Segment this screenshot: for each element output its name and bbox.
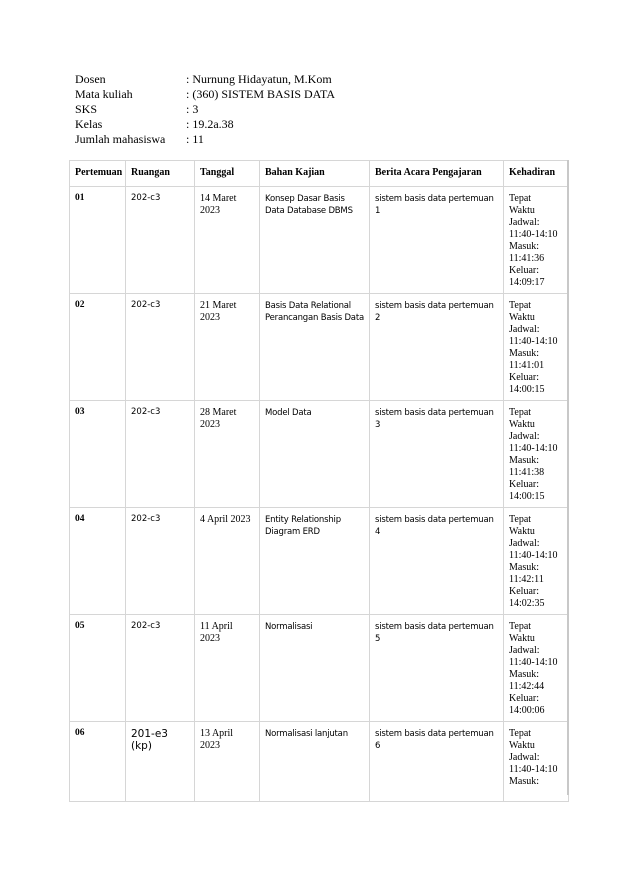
- info-value: : Nurnung Hidayatun, M.Kom: [186, 72, 332, 86]
- attendance-line: Masuk:: [509, 241, 539, 252]
- attendance-line: 14:00:06: [509, 705, 545, 716]
- teaching-report-cell: sistem basis data pertemuan 5: [370, 615, 504, 722]
- date-cell: 4 April 2023: [195, 508, 260, 615]
- attendance-line: Masuk:: [509, 455, 539, 466]
- header-room: Ruangan: [126, 161, 195, 187]
- attendance-line: Keluar:: [509, 586, 539, 597]
- attendance-line: Keluar:: [509, 372, 539, 383]
- attendance-line: Jadwal:: [509, 217, 540, 228]
- attendance-line: 11:40-14:10: [509, 443, 558, 454]
- room-cell: 202-c3: [126, 187, 195, 294]
- attendance-line: 14:09:17: [509, 277, 545, 288]
- table-row: [70, 508, 569, 615]
- header-teaching-report: Berita Acara Pengajaran: [370, 161, 504, 187]
- date-cell: 21 Maret 2023: [195, 294, 260, 401]
- teaching-report-cell: sistem basis data pertemuan 3: [370, 401, 504, 508]
- teaching-report-cell: sistem basis data pertemuan 4: [370, 508, 504, 615]
- date-cell: 11 April 2023: [195, 615, 260, 722]
- topic-cell: Entity Relationship Diagram ERD: [260, 508, 370, 615]
- table-row: [70, 401, 569, 508]
- attendance-line: 14:02:35: [509, 598, 545, 609]
- attendance-line: Tepat: [509, 193, 532, 204]
- attendance-line: Jadwal:: [509, 431, 540, 442]
- header-date: Tanggal: [195, 161, 260, 187]
- date-cell: 14 Maret 2023: [195, 187, 260, 294]
- info-value: : 3: [186, 102, 199, 116]
- info-label: SKS: [75, 102, 98, 116]
- date-cell: 13 April 2023: [195, 722, 260, 802]
- teaching-report-cell: sistem basis data pertemuan 6: [370, 722, 504, 802]
- teaching-report-cell: sistem basis data pertemuan 1: [370, 187, 504, 294]
- attendance-cell: [504, 294, 569, 401]
- info-label: Mata kuliah: [75, 87, 133, 101]
- room-cell: 201-e3 (kp): [126, 722, 195, 802]
- date-cell: 28 Maret 2023: [195, 401, 260, 508]
- attendance-line: Tepat: [509, 300, 532, 311]
- attendance-line: 11:40-14:10: [509, 336, 558, 347]
- attendance-line: 14:00:15: [509, 491, 545, 502]
- info-row-students: [75, 132, 335, 147]
- teaching-report-cell: sistem basis data pertemuan 2: [370, 294, 504, 401]
- attendance-line: Waktu: [509, 312, 535, 323]
- attendance-cell: [504, 401, 569, 508]
- attendance-line: Jadwal:: [509, 645, 540, 656]
- course-info: [75, 72, 335, 147]
- meeting-number: 02: [70, 294, 126, 401]
- attendance-line: Masuk:: [509, 776, 539, 787]
- info-label: Jumlah mahasiswa: [75, 132, 166, 146]
- topic-cell: Normalisasi lanjutan: [260, 722, 370, 802]
- attendance-line: 11:40-14:10: [509, 657, 558, 668]
- info-label: Dosen: [75, 72, 106, 86]
- info-row-lecturer: [75, 72, 335, 87]
- header-meeting: Pertemuan: [70, 161, 126, 187]
- meeting-number: 03: [70, 401, 126, 508]
- room-cell: 202-c3: [126, 615, 195, 722]
- attendance-line: Tepat: [509, 407, 532, 418]
- topic-cell: Normalisasi: [260, 615, 370, 722]
- table-row: [70, 187, 569, 294]
- topic-cell: Basis Data Relational Perancangan Basis Data: [260, 294, 370, 401]
- room-cell: 202-c3: [126, 294, 195, 401]
- attendance-line: Waktu: [509, 419, 535, 430]
- attendance-line: Waktu: [509, 740, 535, 751]
- meeting-number: 06: [70, 722, 126, 802]
- attendance-cell: [504, 615, 569, 722]
- table-row: [70, 294, 569, 401]
- attendance-line: 11:42:11: [509, 574, 544, 585]
- table-header-row: [70, 161, 569, 187]
- meeting-number: 04: [70, 508, 126, 615]
- attendance-table: [69, 160, 569, 802]
- attendance-line: Masuk:: [509, 562, 539, 573]
- attendance-line: 11:41:36: [509, 253, 545, 264]
- attendance-line: Jadwal:: [509, 324, 540, 335]
- attendance-cell: [504, 722, 569, 802]
- attendance-line: Tepat: [509, 728, 532, 739]
- meeting-number: 01: [70, 187, 126, 294]
- info-row-credits: [75, 102, 335, 117]
- header-attendance: Kehadiran: [504, 161, 569, 187]
- info-row-course: [75, 87, 335, 102]
- info-value: : 19.2a.38: [186, 117, 234, 131]
- header-topic: Bahan Kajian: [260, 161, 370, 187]
- attendance-line: 11:42:44: [509, 681, 545, 692]
- meeting-number: 05: [70, 615, 126, 722]
- attendance-cell: [504, 187, 569, 294]
- attendance-line: Jadwal:: [509, 538, 540, 549]
- attendance-line: 14:00:15: [509, 384, 545, 395]
- attendance-line: Waktu: [509, 205, 535, 216]
- room-cell: 202-c3: [126, 401, 195, 508]
- attendance-line: Masuk:: [509, 669, 539, 680]
- attendance-line: Waktu: [509, 526, 535, 537]
- table-edge: [567, 160, 569, 795]
- topic-cell: Konsep Dasar Basis Data Database DBMS: [260, 187, 370, 294]
- attendance-line: Jadwal:: [509, 752, 540, 763]
- attendance-line: Tepat: [509, 514, 532, 525]
- attendance-line: 11:41:01: [509, 360, 545, 371]
- attendance-line: Masuk:: [509, 348, 539, 359]
- info-value: : (360) SISTEM BASIS DATA: [186, 87, 336, 101]
- attendance-line: 11:40-14:10: [509, 229, 558, 240]
- attendance-line: Keluar:: [509, 479, 539, 490]
- table-row: [70, 615, 569, 722]
- attendance-line: Tepat: [509, 621, 532, 632]
- attendance-line: 11:41:38: [509, 467, 545, 478]
- info-value: : 11: [186, 132, 204, 146]
- attendance-line: Keluar:: [509, 693, 539, 704]
- attendance-line: 11:40-14:10: [509, 764, 558, 775]
- attendance-line: Waktu: [509, 633, 535, 644]
- info-label: Kelas: [75, 117, 103, 131]
- room-cell: 202-c3: [126, 508, 195, 615]
- attendance-line: 11:40-14:10: [509, 550, 558, 561]
- topic-cell: Model Data: [260, 401, 370, 508]
- table-row: [70, 722, 569, 802]
- attendance-cell: [504, 508, 569, 615]
- attendance-line: Keluar:: [509, 265, 539, 276]
- info-row-class: [75, 117, 335, 132]
